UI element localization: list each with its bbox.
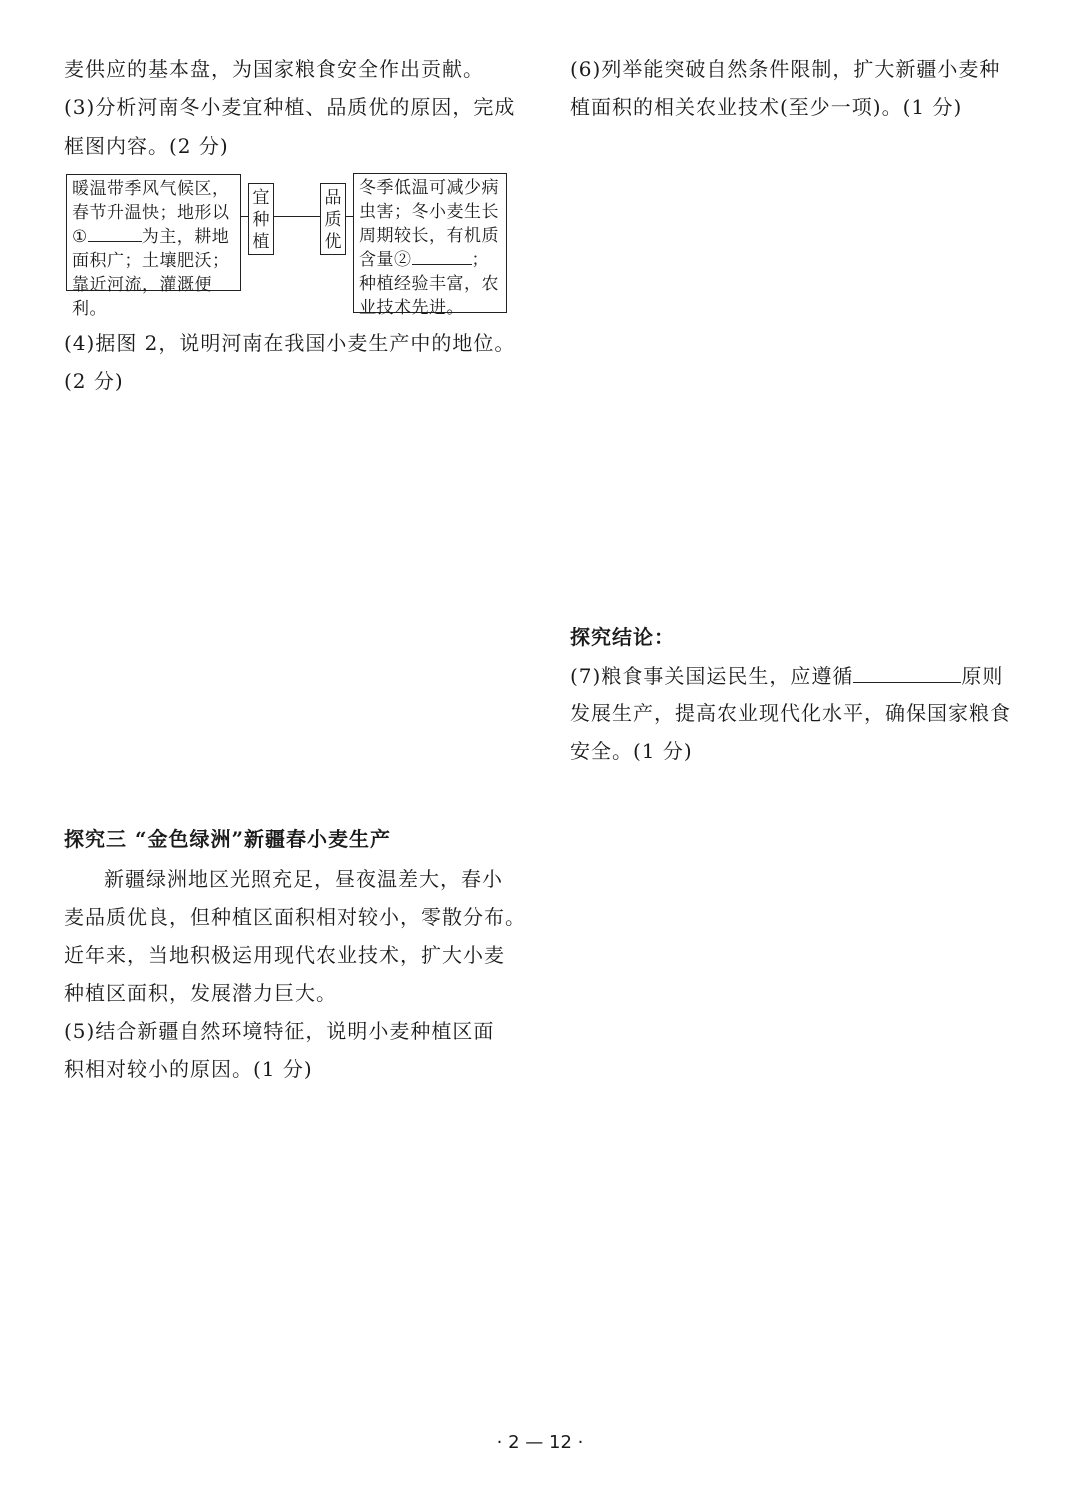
box-reasons-line-5: 种植经验丰富，农: [359, 274, 499, 294]
section3-title-text: 探究三 “金色绿洲”新疆春小麦生产: [64, 827, 391, 851]
page-number: · 2 — 12 ·: [496, 1432, 584, 1453]
quality-char-3: 优: [324, 232, 342, 252]
box-reasons-line-4-tail: ；: [471, 250, 489, 270]
blank-1-label: ①: [72, 227, 88, 247]
q4-line-1: (4)据图 2，说明河南在我国小麦生产中的地位。: [64, 331, 516, 355]
box-reasons-line-1: 冬季低温可减少病: [359, 178, 499, 198]
section3-para-line-4: 种植区面积，发展潜力巨大。: [64, 981, 337, 1005]
blank-1-field[interactable]: [88, 241, 142, 242]
q5-line-2: 积相对较小的原因。(1 分): [64, 1057, 313, 1081]
quality-char-2: 质: [324, 210, 342, 230]
conclusion-title: 探究结论：: [570, 625, 675, 649]
q6-line-2: 植面积的相关农业技术(至少一项)。(1 分): [570, 95, 963, 119]
diagram-box-quality: [320, 183, 346, 255]
box-reasons-line-4: [359, 248, 501, 272]
box-conditions-line-2: 春节升温快；地形以: [72, 203, 230, 223]
box-conditions-line-5: 靠近河流，灌溉便利。: [72, 275, 212, 319]
section3-title: [64, 826, 391, 856]
suitable-char-1: 宜: [252, 188, 270, 208]
suitable-char-2: 种: [252, 210, 270, 230]
q3-line-1: (3)分析河南冬小麦宜种植、品质优的原因，完成: [64, 95, 516, 119]
box-conditions-line-3: [72, 225, 235, 249]
box-conditions-line-4: 面积广；土壤肥沃；: [72, 251, 230, 271]
q7-line-1: [570, 662, 1003, 689]
connector-1: [241, 216, 248, 217]
q4-line-2: (2 分): [64, 369, 124, 393]
q7-line-2: 发展生产，提高农业现代化水平，确保国家粮食: [570, 701, 1011, 725]
q3-line-2: 框图内容。(2 分): [64, 134, 229, 158]
box-conditions-line-1: 暖温带季风气候区，: [72, 179, 230, 199]
q7-line-1-text: (7)粮食事关国运民生，应遵循: [570, 664, 854, 688]
blank-2-label: 含量②: [359, 250, 412, 270]
box-reasons-line-6: 业技术先进。: [359, 298, 464, 318]
section3-para-line-2: 麦品质优良，但种植区面积相对较小，零散分布。: [64, 905, 526, 929]
section3-para-line-3: 近年来，当地积极运用现代农业技术，扩大小麦: [64, 943, 505, 967]
q7-line-1-tail: 原则: [961, 664, 1004, 688]
connector-2: [274, 216, 320, 217]
box-reasons-line-3: 周期较长，有机质: [359, 226, 499, 246]
diagram-box-reasons: [353, 173, 507, 318]
section3-para-line-1: 新疆绿洲地区光照充足，昼夜温差大，春小: [104, 867, 503, 891]
q7-line-3: 安全。(1 分): [570, 739, 693, 763]
diagram-box-suitable: [248, 183, 274, 255]
box-conditions-line-3-tail: 为主，耕地: [141, 227, 230, 247]
intro-tail-line: 麦供应的基本盘，为国家粮食安全作出贡献。: [64, 57, 484, 81]
suitable-char-3: 植: [252, 232, 270, 252]
q7-blank-field[interactable]: [853, 662, 961, 683]
box-reasons-line-2: 虫害；冬小麦生长: [359, 202, 499, 222]
quality-char-1: 品: [324, 188, 342, 208]
blank-2-field[interactable]: [412, 264, 472, 265]
q5-line-1: (5)结合新疆自然环境特征，说明小麦种植区面: [64, 1019, 495, 1043]
diagram-box-conditions: [66, 174, 241, 319]
q6-line-1: (6)列举能突破自然条件限制，扩大新疆小麦种: [570, 57, 1001, 81]
